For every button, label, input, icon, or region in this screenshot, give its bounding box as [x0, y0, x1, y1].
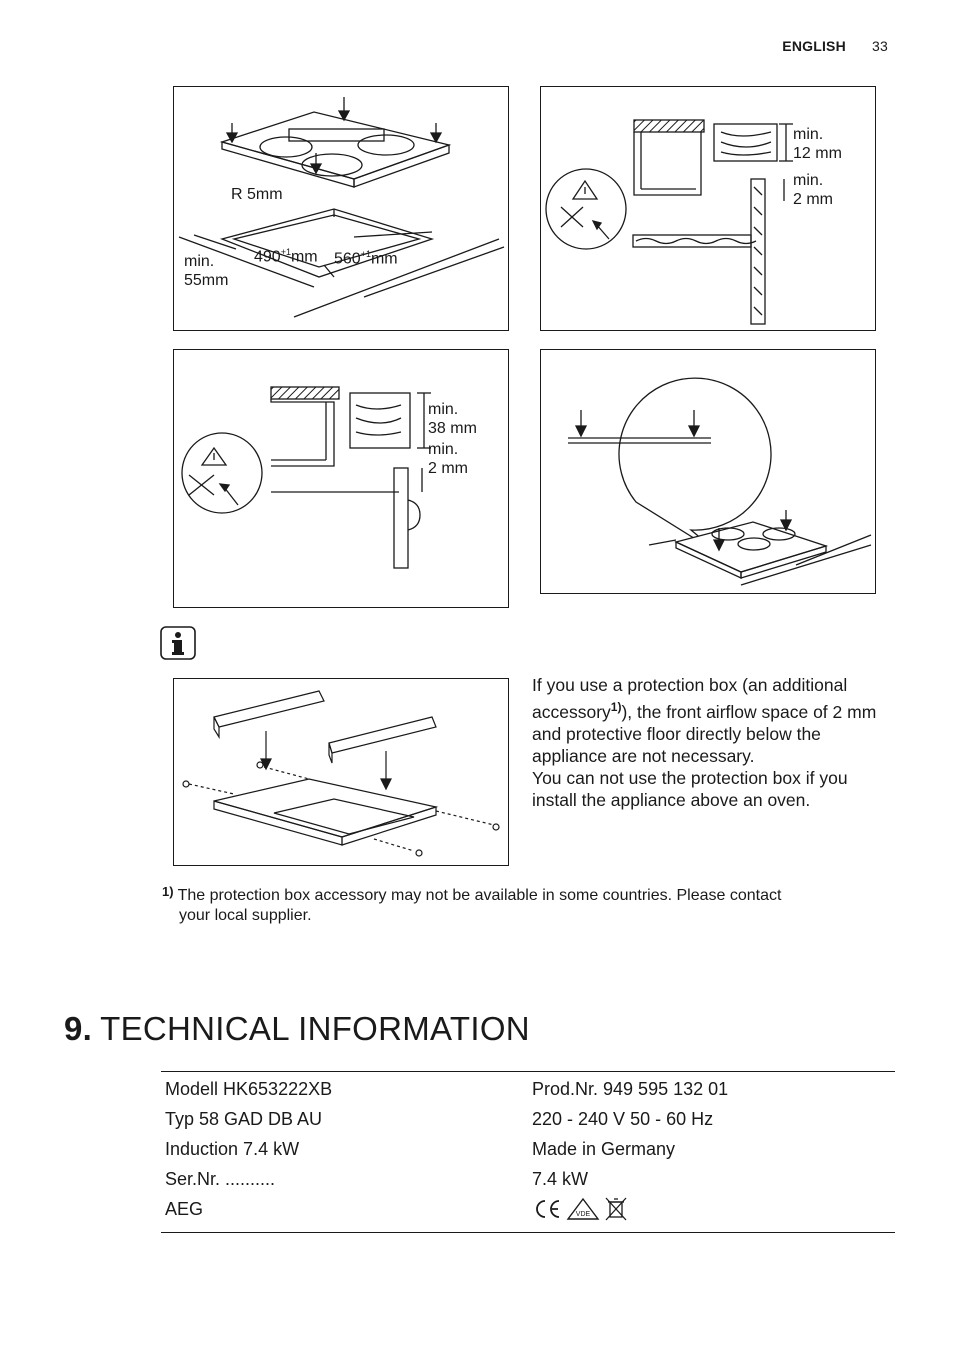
- spec-cell-right: Prod.Nr. 949 595 132 01: [532, 1078, 729, 1099]
- figure-clearance-38mm: [173, 349, 509, 608]
- min-2b-line1: min.: [428, 441, 459, 458]
- width-560-value: 560: [334, 250, 361, 268]
- width-560-unit: mm: [370, 250, 398, 268]
- min-2-label-a: [793, 171, 833, 209]
- footnote-line2: your local supplier.: [179, 907, 312, 924]
- footnote-line1: The protection box accessory may not be available in some countries. Please contact: [177, 887, 782, 904]
- clearance-38mm-illustration: [174, 350, 508, 607]
- table-row: [161, 1104, 895, 1134]
- table-row: [161, 1134, 895, 1164]
- vde-mark-text: VDE: [575, 1211, 591, 1218]
- spec-cell-left: Ser.Nr. ..........: [165, 1168, 276, 1189]
- note-part2: ), the front airflow space of 2 mm and protective floor directly below the appliance are not necessary.: [532, 701, 877, 766]
- ce-mark-icon: [532, 1197, 562, 1221]
- spec-cell-left: Modell HK653222XB: [165, 1078, 333, 1099]
- table-row: [161, 1164, 895, 1194]
- page-number: 33: [872, 38, 888, 54]
- note-footnote-ref: 1): [610, 700, 622, 714]
- width-490-tolerance: +1: [280, 247, 291, 257]
- min-2b-line2: 2 mm: [428, 460, 468, 477]
- min-38-line2: 38 mm: [428, 420, 477, 437]
- spec-cell-right: Made in Germany: [532, 1138, 676, 1159]
- hob-cutout-illustration: [174, 87, 508, 330]
- note-part1: If you use a protection box (an additional accessory: [532, 675, 848, 722]
- min-12-line1: min.: [793, 126, 824, 143]
- width-490-unit: mm: [290, 248, 318, 266]
- spec-cell-left: AEG: [165, 1198, 204, 1219]
- min-12-line2: 12 mm: [793, 145, 842, 162]
- table-row: [161, 1074, 895, 1104]
- certification-marks: [532, 1196, 895, 1222]
- spec-cell-right: 220 - 240 V 50 - 60 Hz: [532, 1108, 714, 1129]
- note-part3: You can not use the protection box if you install the appliance above an oven.: [532, 767, 848, 810]
- figure-clearance-12mm: [540, 86, 876, 331]
- width-560-label: [334, 245, 398, 268]
- min-38-line1: min.: [428, 401, 459, 418]
- min-12-label: [793, 125, 842, 163]
- weee-bin-icon: [604, 1196, 628, 1222]
- section-title-text: TECHNICAL INFORMATION: [100, 1010, 530, 1047]
- min-38-label: [428, 400, 477, 438]
- min-2a-line2: 2 mm: [793, 191, 833, 208]
- protection-box-illustration: [174, 679, 508, 865]
- vde-mark-icon: [566, 1197, 600, 1221]
- min-55-label: [184, 252, 228, 290]
- footnote-mark: 1): [162, 884, 174, 899]
- min-2a-line1: min.: [793, 172, 824, 189]
- technical-data-table: [161, 1071, 895, 1233]
- section-number: 9.: [64, 1010, 93, 1047]
- radius-label: R 5mm: [231, 186, 283, 203]
- min-55-line2: 55mm: [184, 272, 229, 289]
- protection-box-note: [532, 674, 892, 811]
- min-55-line1: min.: [184, 253, 215, 270]
- figure-protection-box: [173, 678, 509, 866]
- footnote: [162, 882, 882, 926]
- width-560-tolerance: +1: [360, 249, 371, 259]
- section-title: [64, 1010, 530, 1048]
- min-2-label-b: [428, 440, 468, 478]
- spec-cell-left: Induction 7.4 kW: [165, 1138, 300, 1159]
- language-label: ENGLISH: [782, 38, 846, 54]
- table-row: [161, 1194, 895, 1224]
- page-header: [782, 38, 888, 54]
- width-490-label: [254, 243, 318, 266]
- width-490-value: 490: [254, 248, 281, 266]
- hob-installation-illustration: [541, 350, 875, 593]
- figure-cutout-dimensions: [173, 86, 509, 331]
- figure-hob-installation: [540, 349, 876, 594]
- spec-cell-right: 7.4 kW: [532, 1168, 589, 1189]
- info-icon: [160, 626, 196, 660]
- spec-cell-left: Typ 58 GAD DB AU: [165, 1108, 323, 1129]
